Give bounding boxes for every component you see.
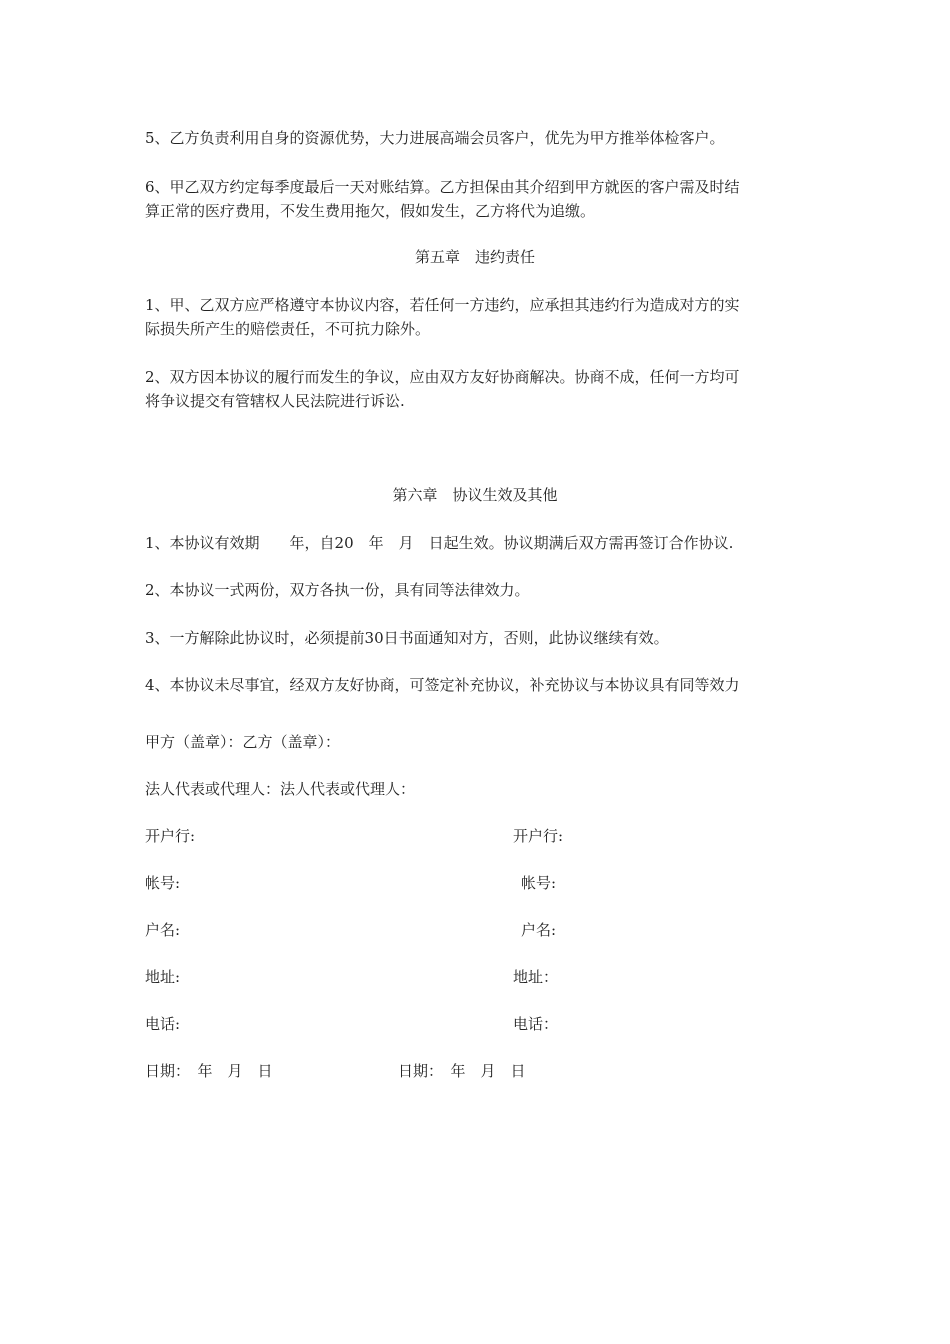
chapter-6-item-2: 2、本协议一式两份，双方各执一份，具有同等法律效力。 [145,581,530,599]
phone-label-left: 电话: [145,1015,181,1033]
chapter-6-title: 第六章 协议生效及其他 [392,486,558,504]
account-label-right: 帐号: [521,874,557,892]
date-left: 日期： 年 月 日 [145,1062,273,1080]
account-name-label-left: 户名: [145,921,181,939]
bank-label-right: 开户行: [513,827,564,845]
account-label-left: 帐号: [145,874,181,892]
phone-label-right: 电话： [513,1015,559,1033]
chapter-5-item-2-line-2: 将争议提交有管辖权人民法院进行诉讼. [145,392,405,410]
chapter-6-item-1: 1、本协议有效期 年，自20 年 月 日起生效。协议期满后双方需再签订合作协议. [145,534,734,552]
bank-label-left: 开户行: [145,827,196,845]
seal-line: 甲方（盖章）：乙方（盖章）： [145,733,341,751]
chapter-5-item-2-line-1: 2、双方因本协议的履行而发生的争议，应由双方友好协商解决。协商不成，任何一方均可 [145,368,740,386]
address-label-right: 地址： [513,968,559,986]
chapter-6-item-4: 4、本协议未尽事宜，经双方友好协商，可签定补充协议，补充协议与本协议具有同等效力 [145,676,740,694]
clause-ch4-item-6-line-1: 6、甲乙双方约定每季度最后一天对账结算。乙方担保由其介绍到甲方就医的客户需及时结 [145,178,740,196]
representative-line: 法人代表或代理人：法人代表或代理人： [145,780,416,798]
chapter-5-item-1-line-1: 1、甲、乙双方应严格遵守本协议内容，若任何一方违约，应承担其违约行为造成对方的实 [145,296,740,314]
date-right: 日期： 年 月 日 [398,1062,526,1080]
clause-ch4-item-5: 5、乙方负责利用自身的资源优势，大力进展高端会员客户，优先为甲方推举体检客户。 [145,129,725,147]
address-label-left: 地址: [145,968,181,986]
chapter-5-item-1-line-2: 际损失所产生的赔偿责任，不可抗力除外。 [145,320,431,338]
clause-ch4-item-6-line-2: 算正常的医疗费用，不发生费用拖欠，假如发生，乙方将代为追缴。 [145,202,596,220]
chapter-5-title: 第五章 违约责任 [414,248,535,266]
account-name-label-right: 户名: [521,921,557,939]
chapter-6-item-3: 3、一方解除此协议时，必须提前30日书面通知对方，否则，此协议继续有效。 [145,629,669,647]
